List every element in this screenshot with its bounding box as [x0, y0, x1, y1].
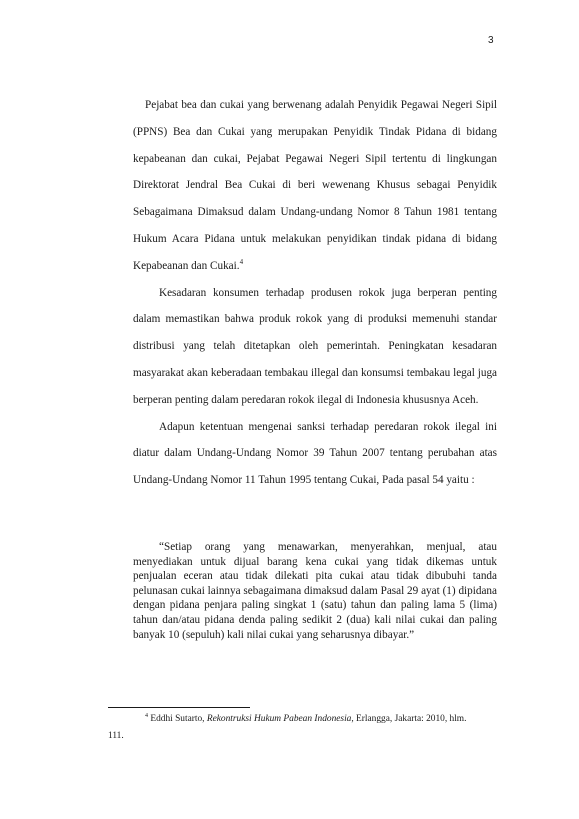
footnote-page: 111. [108, 730, 124, 741]
block-quote [133, 540, 497, 642]
footnote [108, 711, 500, 744]
paragraph-ppns-text: Pejabat bea dan cukai yang berwenang adalah Penyidik Pegawai Negeri Sipil (PPNS) Bea dan Cukai yang merupakan Penyidik Tindak Pidana di bidang kepabeanan dan cukai, Pejabat Pegawai Negeri Sipil tertentu di lingkungan Direktorat Jendral Bea Cukai di beri wewenang Khusus sebagai Penyidik Sebagaimana Dimaksud dalam Undang-undang Nomor 8 Tahun 1981 tentang Hukum Acara Pidana untuk melakukan penyidikan tindak pidana di bidang Kepabeanan dan Cukai. [133, 99, 497, 272]
footnote-number: 4 [145, 713, 148, 719]
paragraph-ppns [133, 92, 497, 280]
page-number: 3 [488, 35, 494, 46]
body-text [133, 92, 497, 494]
footnote-line [108, 711, 500, 728]
footnote-separator [108, 707, 250, 708]
quote-text: “Setiap orang yang menawarkan, menyerahkan, menjual, atau menyediakan untuk dijual barang kena cukai yang tidak dikemas untuk penjualan eceran atau tidak dilekati pita cukai atau tidak dibubuhi tanda pelunasan cukai lainnya sebagaimana dimaksud dalam Pasal 29 ayat (1) dipidana dengan pidana penjara paling singkat 1 (satu) tahun dan paling lama 5 (lima) tahun dan/atau pidana denda paling sedikit 2 (dua) kali nilai cukai dan paling banyak 10 (sepuluh) kali nilai cukai yang seharusnya dibayar.” [133, 541, 497, 641]
paragraph-ketentuan: Adapun ketentuan mengenai sanksi terhadap peredaran rokok ilegal ini diatur dalam Undang-Undang Nomor 39 Tahun 2007 tentang perubahan atas Undang-Undang Nomor 11 Tahun 1995 tentang Cukai, Pada pasal 54 yaitu : [133, 420, 497, 487]
footnote-title: Rekontruksi Hukum Pabean Indonesia [206, 714, 352, 724]
footnote-author: Eddhi Sutarto, [150, 714, 205, 724]
footnote-publisher: , Erlangga, Jakarta: 2010, hlm. [351, 714, 467, 724]
paragraph-kesadaran: Kesadaran konsumen terhadap produsen rokok juga berperan penting dalam memastikan bahwa produk rokok yang di produksi memenuhi standar distribusi yang telah ditetapkan oleh pemerintah. Peningkatan kesadaran masyarakat akan keberadaan tembakau illegal dan konsumsi tembakau legal juga berperan penting dalam peredaran rokok ilegal di Indonesia khususnya Aceh. [133, 286, 497, 406]
footnote-reference: 4 [239, 257, 244, 266]
